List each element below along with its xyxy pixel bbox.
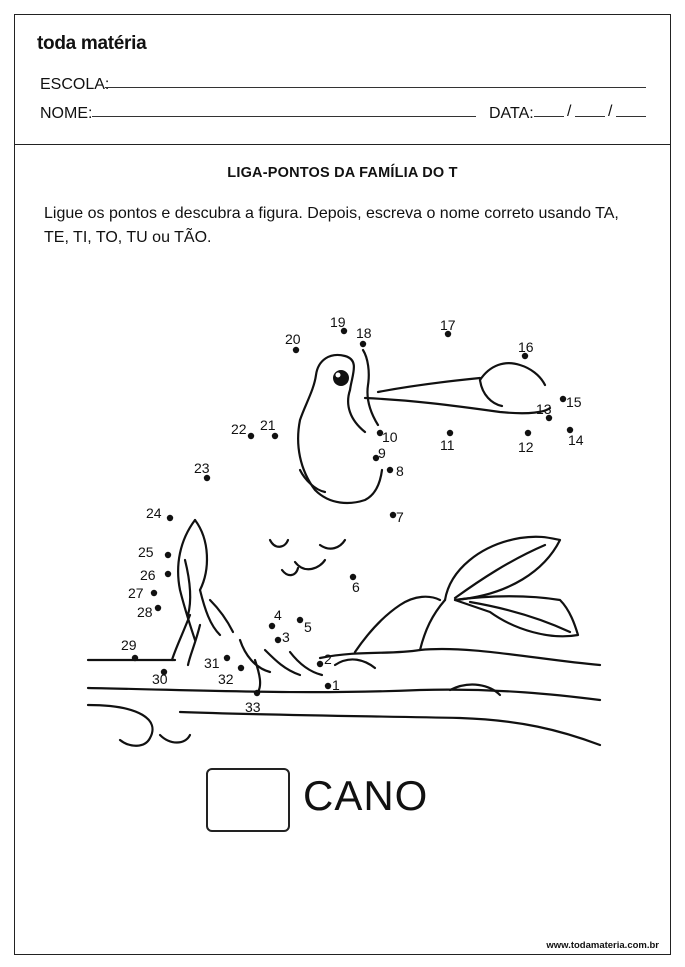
dot-8[interactable] bbox=[387, 467, 393, 473]
answer-word: CANO bbox=[303, 772, 429, 819]
dot-29[interactable] bbox=[132, 655, 138, 661]
dot-label-26: 26 bbox=[140, 567, 156, 583]
date-separator: / bbox=[608, 103, 613, 120]
dot-18[interactable] bbox=[360, 341, 366, 347]
date-label: DATA: bbox=[489, 105, 534, 122]
school-label: ESCOLA: bbox=[40, 76, 110, 93]
dot-label-8: 8 bbox=[396, 463, 404, 479]
bird-eye bbox=[333, 370, 349, 386]
leaf-illustration bbox=[445, 537, 578, 637]
dot-31[interactable] bbox=[224, 655, 230, 661]
bird-illustration bbox=[172, 355, 550, 692]
dot-label-16: 16 bbox=[518, 339, 534, 355]
dot-label-22: 22 bbox=[231, 421, 247, 437]
dot-label-17: 17 bbox=[440, 317, 456, 333]
dot-5[interactable] bbox=[297, 617, 303, 623]
dot-1[interactable] bbox=[325, 683, 331, 689]
dot-3[interactable] bbox=[275, 637, 281, 643]
dot-33[interactable] bbox=[254, 690, 260, 696]
dot-label-18: 18 bbox=[356, 325, 372, 341]
footer-url: www.todamateria.com.br bbox=[546, 940, 659, 951]
dot-label-6: 6 bbox=[352, 579, 360, 595]
dot-24[interactable] bbox=[167, 515, 173, 521]
dot-2[interactable] bbox=[317, 661, 323, 667]
dot-label-15: 15 bbox=[566, 394, 582, 410]
dot-label-27: 27 bbox=[128, 585, 144, 601]
dot-label-4: 4 bbox=[274, 607, 282, 623]
dot-label-33: 33 bbox=[245, 699, 261, 715]
dot-label-30: 30 bbox=[152, 671, 168, 687]
dot-label-19: 19 bbox=[330, 314, 346, 330]
dot-label-5: 5 bbox=[304, 619, 312, 635]
answer-box[interactable] bbox=[206, 768, 290, 832]
dot-32[interactable] bbox=[238, 665, 244, 671]
dot-26[interactable] bbox=[165, 571, 171, 577]
activity-title: LIGA-PONTOS DA FAMÍLIA DO T bbox=[227, 165, 458, 181]
dot-28[interactable] bbox=[155, 605, 161, 611]
dot-label-11: 11 bbox=[440, 437, 455, 453]
dot-label-21: 21 bbox=[260, 417, 276, 433]
dot-label-12: 12 bbox=[518, 439, 534, 455]
dot-label-28: 28 bbox=[137, 604, 153, 620]
dot-label-2: 2 bbox=[324, 651, 332, 667]
dot-label-3: 3 bbox=[282, 629, 290, 645]
dot-25[interactable] bbox=[165, 552, 171, 558]
dot-label-31: 31 bbox=[204, 655, 220, 671]
dot-20[interactable] bbox=[293, 347, 299, 353]
dot-label-24: 24 bbox=[146, 505, 162, 521]
dot-label-23: 23 bbox=[194, 460, 210, 476]
name-label: NOME: bbox=[40, 105, 93, 122]
dot-label-32: 32 bbox=[218, 671, 234, 687]
dot-label-25: 25 bbox=[138, 544, 154, 560]
dot-label-20: 20 bbox=[285, 331, 301, 347]
dot-27[interactable] bbox=[151, 590, 157, 596]
dot-12[interactable] bbox=[525, 430, 531, 436]
dot-21[interactable] bbox=[272, 433, 278, 439]
dot-label-10: 10 bbox=[382, 429, 398, 445]
dot-22[interactable] bbox=[248, 433, 254, 439]
dot-4[interactable] bbox=[269, 623, 275, 629]
brand-logo: toda matéria bbox=[37, 33, 147, 54]
date-separator: / bbox=[567, 103, 572, 120]
dot-label-1: 1 bbox=[332, 677, 340, 693]
dot-label-7: 7 bbox=[396, 509, 404, 525]
activity-instructions: Ligue os pontos e descubra a figura. Depois, escreva o nome correto usando TA, TE, TI, TO, TU ou TÃO. bbox=[44, 205, 619, 246]
dot-label-13: 13 bbox=[536, 401, 552, 417]
dot-label-9: 9 bbox=[378, 445, 386, 461]
dot-label-29: 29 bbox=[121, 637, 137, 653]
dot-11[interactable] bbox=[447, 430, 453, 436]
dot-label-14: 14 bbox=[568, 432, 584, 448]
